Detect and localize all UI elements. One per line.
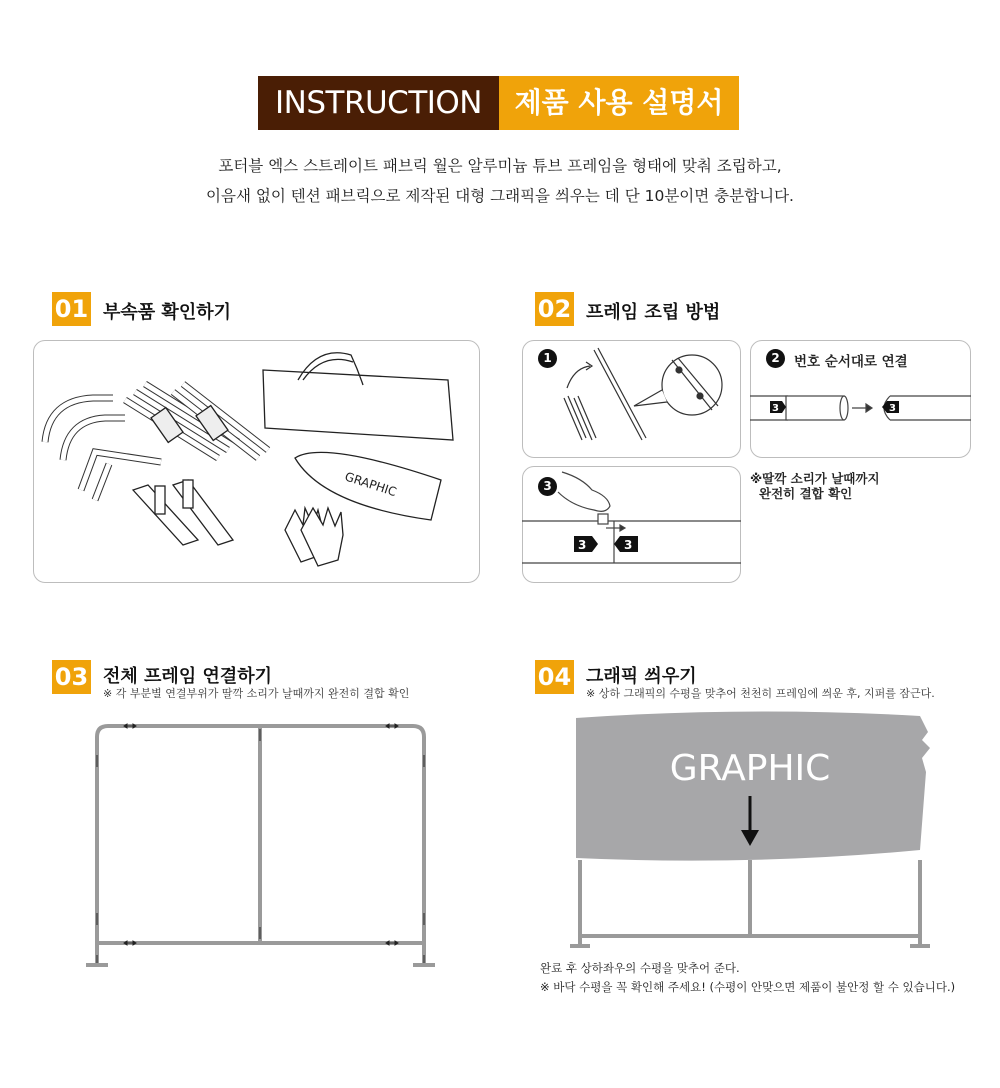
connect-illustration xyxy=(750,340,971,458)
instruction-banner: INSTRUCTION xyxy=(258,76,499,130)
intro-line-1: 포터블 엑스 스트레이트 패브릭 월은 알루미늄 튜브 프레임을 형태에 맞춰 조립하고, xyxy=(218,157,782,175)
click-note-line-1: ※딸깍 소리가 날때까지 xyxy=(750,471,880,486)
connector-number-a: 3 xyxy=(578,538,587,552)
intro-line-2: 이음새 없이 텐션 패브릭으로 제작된 대형 그래픽을 씌우는 데 단 10분이면 충분합니다. xyxy=(206,187,794,205)
step-03-number: 03 xyxy=(52,660,91,694)
step-04-title: 그래픽 씌우기 xyxy=(586,666,697,687)
graphic-footer-line-2: ※ 바닥 수평을 꼭 확인해 주세요! (수평이 안맞으면 제품이 불안정 할 수 있습니다.) xyxy=(540,980,956,994)
full-frame-diagram xyxy=(80,715,430,985)
connector-number-right: 3 xyxy=(889,403,896,414)
step2-label: 번호 순서대로 연결 xyxy=(794,354,908,370)
graphic-banner-text: GRAPHIC xyxy=(669,748,831,789)
step-03-note: ※ 각 부분별 연결부위가 딸깍 소리가 날때까지 완전히 결합 확인 xyxy=(103,687,410,700)
unfold-illustration xyxy=(522,340,741,458)
click-illustration xyxy=(522,466,741,583)
step-03-title: 전체 프레임 연결하기 xyxy=(103,666,273,687)
step-01-title: 부속품 확인하기 xyxy=(103,302,231,323)
step-04-note: ※ 상하 그래픽의 수평을 맞추어 천천히 프레임에 씌운 후, 지퍼를 잠근다. xyxy=(586,687,935,700)
graphic-footer-line-1: 완료 후 상하좌우의 수평을 맞추어 준다. xyxy=(540,961,740,975)
step-04-number: 04 xyxy=(535,660,574,694)
step-02-number: 02 xyxy=(535,292,574,326)
graphic-cover-diagram xyxy=(560,710,940,950)
step-01-number: 01 xyxy=(52,292,91,326)
connector-number-left: 3 xyxy=(772,403,779,414)
parts-illustration xyxy=(33,340,480,583)
step-badge-3: 3 xyxy=(538,477,557,496)
click-note-line-2: 완전히 결합 확인 xyxy=(759,486,853,501)
manual-title-banner: 제품 사용 설명서 xyxy=(499,76,739,130)
step-badge-1: 1 xyxy=(538,349,557,368)
bag-print-text: GRAPHIC xyxy=(343,469,399,500)
connector-number-b: 3 xyxy=(624,538,633,552)
step-badge-2: 2 xyxy=(766,349,785,368)
step-02-title: 프레임 조립 방법 xyxy=(586,302,721,323)
